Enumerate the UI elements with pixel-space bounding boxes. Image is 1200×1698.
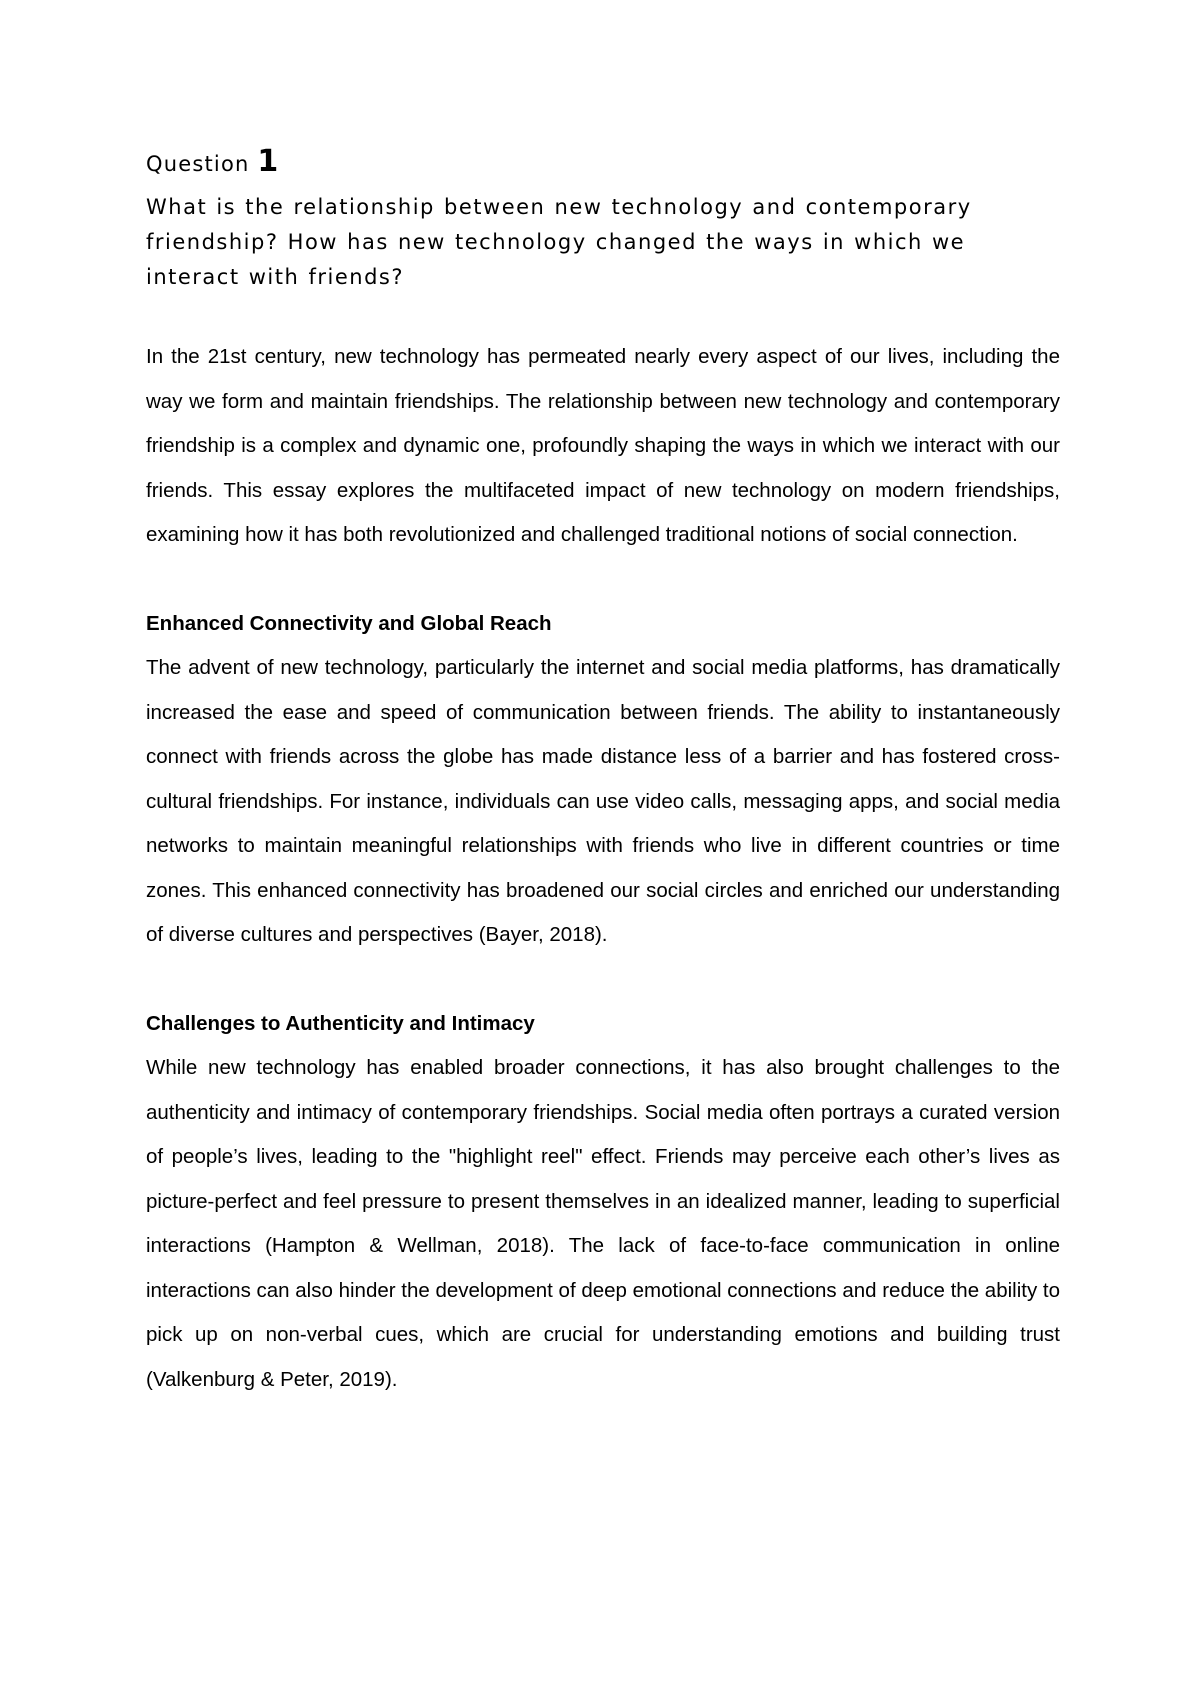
- question-label: Question: [146, 152, 250, 176]
- question-number: 1: [257, 144, 279, 179]
- document-content: [146, 146, 1060, 1402]
- question-heading: [146, 146, 1060, 180]
- section-heading: Enhanced Connectivity and Global Reach: [146, 611, 552, 635]
- section-heading: Challenges to Authenticity and Intimacy: [146, 1011, 535, 1035]
- section-paragraph: The advent of new technology, particularly the internet and social media platforms, has dramatically increased the ease and speed of communication between friends. The ability to instantaneously connect with friends across the globe has made distance less of a barrier and has fostered cross-cultural friendships. For instance, individuals can use video calls, messaging apps, and social media networks to maintain meaningful relationships with friends who live in different countries or time zones. This enhanced connectivity has broadened our social circles and enriched our understanding of diverse cultures and perspectives (Bayer, 2018).: [146, 656, 1060, 946]
- question-prompt: What is the relationship between new technology and contemporary friendship? How has new technology changed the ways in which we interact with friends?: [146, 195, 972, 289]
- section-paragraph: While new technology has enabled broader connections, it has also brought challenges to the authenticity and intimacy of contemporary friendships. Social media often portrays a curated version of people’s lives, leading to the "highlight reel" effect. Friends may perceive each other’s lives as picture-perfect and feel pressure to present themselves in an idealized manner, leading to superficial interactions (Hampton & Wellman, 2018). The lack of face-to-face communication in online interactions can also hinder the development of deep emotional connections and reduce the ability to pick up on non-verbal cues, which are crucial for understanding emotions and building trust (Valkenburg & Peter, 2019).: [146, 1056, 1060, 1391]
- intro-paragraph: In the 21st century, new technology has permeated nearly every aspect of our lives, including the way we form and maintain friendships. The relationship between new technology and contemporary friendship is a complex and dynamic one, profoundly shaping the ways in which we interact with our friends. This essay explores the multifaceted impact of new technology on modern friendships, examining how it has both revolutionized and challenged traditional notions of social connection.: [146, 345, 1060, 546]
